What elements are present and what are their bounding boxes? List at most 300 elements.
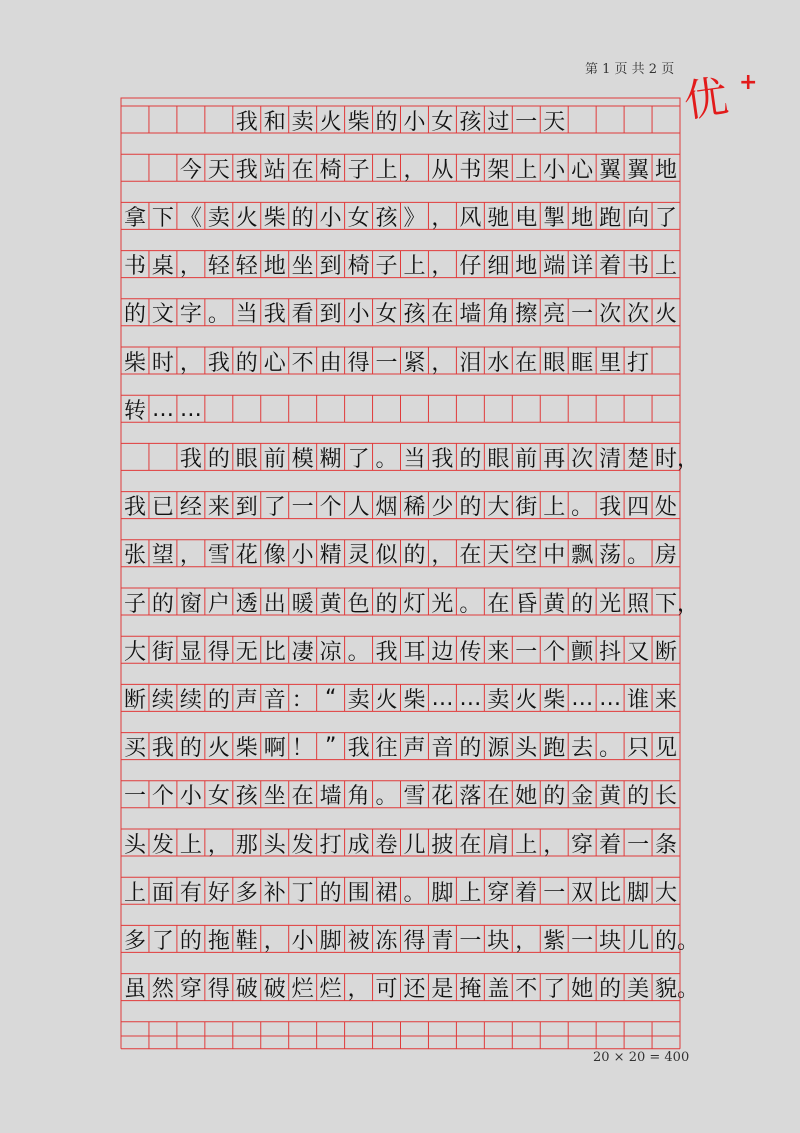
grid-char: 花: [431, 784, 454, 810]
grid-char: 的: [459, 495, 482, 521]
grid-char: 暖: [291, 591, 314, 617]
grid-char: 《: [179, 205, 202, 231]
grid-char: …: [571, 685, 594, 711]
grid-char: 由: [319, 350, 342, 376]
grid-char: 小: [291, 543, 314, 569]
grid-char: 我: [235, 109, 258, 135]
grid-char: 。: [403, 880, 426, 906]
grid-char: “: [324, 685, 337, 711]
grid-char: 时: [655, 446, 678, 472]
grid-char: 上: [515, 157, 538, 183]
grid-char: 着: [515, 880, 538, 906]
grid-char: 火: [207, 736, 230, 762]
grid-char: 只: [627, 736, 650, 762]
grid-char: 上: [375, 157, 398, 183]
grid-char: 女: [347, 205, 370, 231]
grid-char: 小: [179, 784, 202, 810]
grid-char: 花: [235, 543, 258, 569]
grid-char: 是: [431, 977, 454, 1003]
grid-char: 打: [627, 350, 650, 376]
grid-char: 一: [571, 302, 594, 328]
grid-char: 卖: [207, 205, 230, 231]
grid-char: 眶: [571, 350, 594, 376]
grid-char: 黄: [319, 591, 342, 617]
grid-char: 音: [431, 736, 454, 762]
grid-char: …: [151, 396, 174, 422]
grid-char: 烂: [319, 977, 342, 1003]
grid-char: 看: [291, 302, 314, 328]
grid-char: ，: [515, 928, 538, 954]
grid-char: 再: [543, 446, 566, 472]
grid-char: 光: [431, 591, 454, 617]
grid-char: ，: [431, 543, 454, 569]
grid-char: 孩: [459, 109, 482, 135]
grid-char: 得: [403, 928, 426, 954]
grid-char: 在: [431, 302, 454, 328]
grid-char: 风: [459, 205, 482, 231]
grid-char: 轻: [235, 254, 258, 280]
grid-char: 多: [235, 880, 258, 906]
grid-char: 儿: [627, 928, 650, 954]
grid-char: 声: [235, 687, 258, 713]
grid-char: 孩: [375, 205, 398, 231]
grid-char: 房: [655, 543, 678, 569]
grade-mark-char: 优: [680, 71, 732, 128]
grid-char: 成: [347, 832, 370, 858]
grid-char: 驰: [487, 205, 510, 231]
grid-char: 个: [543, 639, 566, 665]
grid-char: 头: [123, 832, 146, 858]
grid-char: 书: [627, 254, 650, 280]
grid-char: 椅: [319, 157, 342, 183]
grid-char: 卖: [291, 109, 314, 135]
grid-char: 孩: [403, 302, 426, 328]
grid-char: 断: [123, 687, 146, 713]
grid-char: 去: [571, 736, 594, 762]
grid-char: ，: [179, 543, 202, 569]
grid-char: 披: [431, 832, 454, 858]
grid-char: 次: [599, 302, 622, 328]
grid-char: 过: [487, 109, 510, 135]
grid-char: 在: [515, 350, 538, 376]
grid-char: 光: [599, 591, 622, 617]
grid-char: 小: [403, 109, 426, 135]
grid-char: 虽: [123, 977, 146, 1003]
grid-char: 的: [319, 880, 342, 906]
grid-char: 的: [179, 928, 202, 954]
grid-char: 糊: [319, 446, 342, 472]
grid-char: 大: [123, 639, 146, 665]
grid-char: 块: [599, 928, 622, 954]
grid-char: 她: [571, 977, 594, 1003]
grid-char: 脚: [627, 880, 650, 906]
grid-char: 转: [123, 398, 146, 424]
grid-char: 卖: [347, 687, 370, 713]
grid-char: 的: [179, 736, 202, 762]
grid-char: 卷: [375, 832, 398, 858]
grid-char: ！: [291, 736, 314, 762]
grid-char: 脚: [319, 928, 342, 954]
grid-char: 一: [515, 639, 538, 665]
grid-char: ”: [324, 734, 337, 760]
grid-char: 头: [515, 736, 538, 762]
grid-char: ，: [179, 350, 202, 376]
grid-char: 前: [263, 446, 286, 472]
grid-char: 往: [375, 736, 398, 762]
grid-char: 已: [151, 495, 174, 521]
grid-char: 墙: [319, 784, 342, 810]
grid-char: 的: [207, 687, 230, 713]
grid-char: 小: [347, 302, 370, 328]
grid-char: 书: [459, 157, 482, 183]
grid-char: 凉: [319, 639, 342, 665]
grid-char: 黄: [599, 784, 622, 810]
grid-char: 街: [151, 639, 174, 665]
grid-char: 。: [207, 302, 230, 328]
grid-char: 角: [487, 302, 510, 328]
grid-char: 灯: [403, 591, 426, 617]
grid-char: 在: [291, 784, 314, 810]
grid-char: 到: [235, 495, 258, 521]
grid-char: 比: [263, 639, 286, 665]
grid-char: 小: [291, 928, 314, 954]
grid-char: 下: [151, 205, 174, 231]
grid-char: 谁: [627, 687, 650, 713]
grid-char: 了: [263, 495, 286, 521]
grid-char: ，: [431, 254, 454, 280]
grid-char: 拿: [123, 205, 146, 231]
grid-char: 断: [655, 639, 678, 665]
grid-char: 少: [431, 495, 454, 521]
grid-char: 的: [627, 784, 650, 810]
grid-char: 凄: [291, 639, 314, 665]
grid-char: 似: [375, 543, 398, 569]
grid-char: 一: [459, 928, 482, 954]
grid-char: 鞋: [235, 928, 258, 954]
grid-char: 多: [123, 928, 146, 954]
grid-char: 中: [543, 543, 566, 569]
grid-char: 双: [571, 880, 594, 906]
grid-char: 柴: [235, 736, 258, 762]
grid-char: 孩: [235, 784, 258, 810]
grid-char: 。: [571, 495, 594, 521]
grid-char: 我: [151, 736, 174, 762]
grid-char: 肩: [487, 832, 510, 858]
grid-char: 那: [235, 832, 258, 858]
grid-char: 。: [676, 928, 699, 954]
grid-char: 跑: [599, 205, 622, 231]
grid-spec: 20 × 20 = 400: [593, 1050, 690, 1065]
grid-char: 了: [543, 977, 566, 1003]
grid-char: 的: [571, 591, 594, 617]
grid-char: 不: [291, 350, 314, 376]
grid-char: 的: [207, 446, 230, 472]
grid-char: ，: [676, 446, 699, 472]
grid-char: 破: [235, 977, 258, 1003]
grid-char: 心: [571, 157, 594, 183]
grid-char: 了: [151, 928, 174, 954]
grid-char: 穿: [571, 832, 594, 858]
grid-char: 紫: [543, 928, 566, 954]
grid-char: 了: [347, 446, 370, 472]
grid-char: 发: [151, 832, 174, 858]
grid-char: 火: [319, 109, 342, 135]
grid-char: 丁: [291, 880, 314, 906]
grid-char: 然: [151, 977, 174, 1003]
grid-char: 清: [599, 446, 622, 472]
grid-char: 。: [627, 543, 650, 569]
grid-char: 上: [179, 832, 202, 858]
grid-char: 我: [431, 446, 454, 472]
grid-char: 音: [263, 687, 286, 713]
grid-char: 雪: [403, 784, 426, 810]
grid-char: 眼: [235, 446, 258, 472]
grid-char: 大: [655, 880, 678, 906]
grid-char: 柴: [403, 687, 426, 713]
grid-char: ，: [179, 254, 202, 280]
grid-char: 抖: [599, 639, 622, 665]
grid-char: ，: [403, 157, 426, 183]
grid-char: 稀: [403, 495, 426, 521]
grid-char: 轻: [207, 254, 230, 280]
grid-char: 大: [487, 495, 510, 521]
grid-char: 拖: [207, 928, 230, 954]
grid-char: 盖: [487, 977, 510, 1003]
grid-char: 穿: [487, 880, 510, 906]
grid-char: 人: [347, 495, 370, 521]
grid-char: 掣: [543, 205, 566, 231]
grid-char: 传: [459, 639, 482, 665]
grid-char: 显: [179, 639, 202, 665]
grid-char: 子: [375, 254, 398, 280]
grid-char: 发: [291, 832, 314, 858]
grid-char: …: [459, 685, 482, 711]
grid-char: 心: [263, 350, 286, 376]
grid-char: 的: [599, 977, 622, 1003]
grid-char: 眼: [543, 350, 566, 376]
grid-char: 的: [123, 302, 146, 328]
grid-char: 烟: [375, 495, 398, 521]
grid-char: 地: [655, 157, 678, 183]
grid-char: 角: [347, 784, 370, 810]
grid-char: 火: [515, 687, 538, 713]
grid-char: 她: [515, 784, 538, 810]
grid-char: 小: [319, 205, 342, 231]
grid-char: 得: [207, 977, 230, 1003]
grid-char: 的: [403, 543, 426, 569]
grid-char: 一: [627, 832, 650, 858]
grid-char: 一: [515, 109, 538, 135]
grid-char: 地: [515, 254, 538, 280]
grid-char: 向: [627, 205, 650, 231]
grid-char: 灵: [347, 543, 370, 569]
grid-char: 还: [403, 977, 426, 1003]
grid-char: 长: [655, 784, 678, 810]
grid-char: 在: [459, 832, 482, 858]
grid-char: 上: [655, 254, 678, 280]
grid-char: 我: [599, 495, 622, 521]
grid-char: 一: [571, 928, 594, 954]
grid-char: 。: [599, 736, 622, 762]
grid-char: 一: [291, 495, 314, 521]
grid-char: 望: [151, 543, 174, 569]
grid-char: 柴: [123, 350, 146, 376]
grid-char: 子: [123, 591, 146, 617]
grid-char: 无: [235, 639, 258, 665]
grid-char: 地: [571, 205, 594, 231]
grid-char: 声: [403, 736, 426, 762]
grid-char: 源: [487, 736, 510, 762]
grid-char: 椅: [347, 254, 370, 280]
grid-char: 在: [487, 591, 510, 617]
grid-char: 一: [543, 880, 566, 906]
grid-char: 青: [431, 928, 454, 954]
grid-char: 站: [263, 157, 286, 183]
grid-char: 时: [151, 350, 174, 376]
grid-char: 脚: [431, 880, 454, 906]
grid-char: 张: [123, 543, 146, 569]
grid-char: 照: [627, 591, 650, 617]
grid-char: 和: [263, 109, 286, 135]
grid-char: 户: [207, 591, 230, 617]
grid-char: 有: [179, 880, 202, 906]
grid-char: 昏: [515, 591, 538, 617]
grid-char: 翼: [627, 157, 650, 183]
grid-char: 儿: [403, 832, 426, 858]
grid-char: 文: [151, 302, 174, 328]
grid-char: 我: [179, 446, 202, 472]
grid-char: 空: [515, 543, 538, 569]
grid-char: 上: [459, 880, 482, 906]
grid-char: 被: [347, 928, 370, 954]
grid-char: 貌: [655, 977, 678, 1003]
grid-char: 不: [515, 977, 538, 1003]
grid-char: 色: [347, 591, 370, 617]
grid-char: 火: [235, 205, 258, 231]
grid-char: 电: [515, 205, 538, 231]
grid-char: 的: [235, 350, 258, 376]
grid-char: 楚: [627, 446, 650, 472]
grid-char: 天: [487, 543, 510, 569]
grid-char: 边: [431, 639, 454, 665]
grid-char: 我: [263, 302, 286, 328]
grid-char: 我: [235, 157, 258, 183]
grid-char: 像: [263, 543, 286, 569]
grid-char: 比: [599, 880, 622, 906]
grid-char: 裙: [375, 880, 398, 906]
grid-char: 颤: [571, 639, 594, 665]
grade-mark-plus: +: [739, 70, 758, 95]
grid-char: 得: [347, 350, 370, 376]
grid-char: 眼: [487, 446, 510, 472]
grid-char: 前: [515, 446, 538, 472]
grid-char: 得: [207, 639, 230, 665]
grid-char: 跑: [543, 736, 566, 762]
grid-char: 可: [375, 977, 398, 1003]
grid-char: 打: [319, 832, 342, 858]
grid-char: 啊: [263, 736, 286, 762]
grid-char: 翼: [599, 157, 622, 183]
grid-char: 水: [487, 350, 510, 376]
grid-char: 柴: [263, 205, 286, 231]
grid-char: 到: [319, 302, 342, 328]
grid-char: 见: [655, 736, 678, 762]
grid-char: 头: [263, 832, 286, 858]
grid-char: 到: [319, 254, 342, 280]
grid-char: 火: [655, 302, 678, 328]
grid-char: 天: [207, 157, 230, 183]
grid-char: 的: [459, 446, 482, 472]
grid-char: 亮: [543, 302, 566, 328]
grid-char: 。: [676, 977, 699, 1003]
grid-char: 详: [571, 254, 594, 280]
grid-char: ，: [347, 977, 370, 1003]
grid-char: 来: [207, 495, 230, 521]
grid-char: 的: [151, 591, 174, 617]
grid-char: ，: [263, 928, 286, 954]
grid-char: 经: [179, 495, 202, 521]
grid-char: 卖: [487, 687, 510, 713]
grid-char: 柴: [543, 687, 566, 713]
grid-char: 下: [655, 591, 678, 617]
grid-char: 条: [655, 832, 678, 858]
grid-char: 模: [291, 446, 314, 472]
grid-char: 当: [235, 302, 258, 328]
grid-char: 。: [347, 639, 370, 665]
grid-char: 的: [655, 928, 678, 954]
grid-char: 的: [459, 736, 482, 762]
grid-char: 擦: [515, 302, 538, 328]
page-number: 第 1 页 共 2 页: [585, 62, 675, 77]
grid-char: 冻: [375, 928, 398, 954]
grid-char: 耳: [403, 639, 426, 665]
grid-char: 一: [375, 350, 398, 376]
grid-char: 穿: [179, 977, 202, 1003]
grid-char: 补: [263, 880, 286, 906]
grid-char: 我: [347, 736, 370, 762]
grid-char: 的: [375, 591, 398, 617]
grid-char: 次: [571, 446, 594, 472]
grid-char: 个: [319, 495, 342, 521]
grid-char: 里: [599, 350, 622, 376]
grid-char: 了: [655, 205, 678, 231]
grid-char: 好: [207, 880, 230, 906]
grid-char: 上: [515, 832, 538, 858]
grid-char: ，: [543, 832, 566, 858]
grid-char: 。: [459, 591, 482, 617]
grid-char: …: [599, 685, 622, 711]
grid-char: 来: [655, 687, 678, 713]
grid-char: 烂: [291, 977, 314, 1003]
grid-char: 的: [375, 109, 398, 135]
grid-char: 在: [291, 157, 314, 183]
grid-char: 落: [459, 784, 482, 810]
grid-char: 上: [403, 254, 426, 280]
grid-char: 次: [627, 302, 650, 328]
grid-char: 小: [543, 157, 566, 183]
grid-char: ，: [431, 350, 454, 376]
grid-char: 面: [151, 880, 174, 906]
grid-char: 处: [655, 495, 678, 521]
grid-char: 续: [151, 687, 174, 713]
grid-char: 来: [487, 639, 510, 665]
grid-char: ，: [207, 832, 230, 858]
grid-char: 一: [123, 784, 146, 810]
grid-char: 字: [179, 302, 202, 328]
grid-char: 》: [403, 205, 426, 231]
grid-char: 细: [487, 254, 510, 280]
grid-char: 着: [599, 832, 622, 858]
